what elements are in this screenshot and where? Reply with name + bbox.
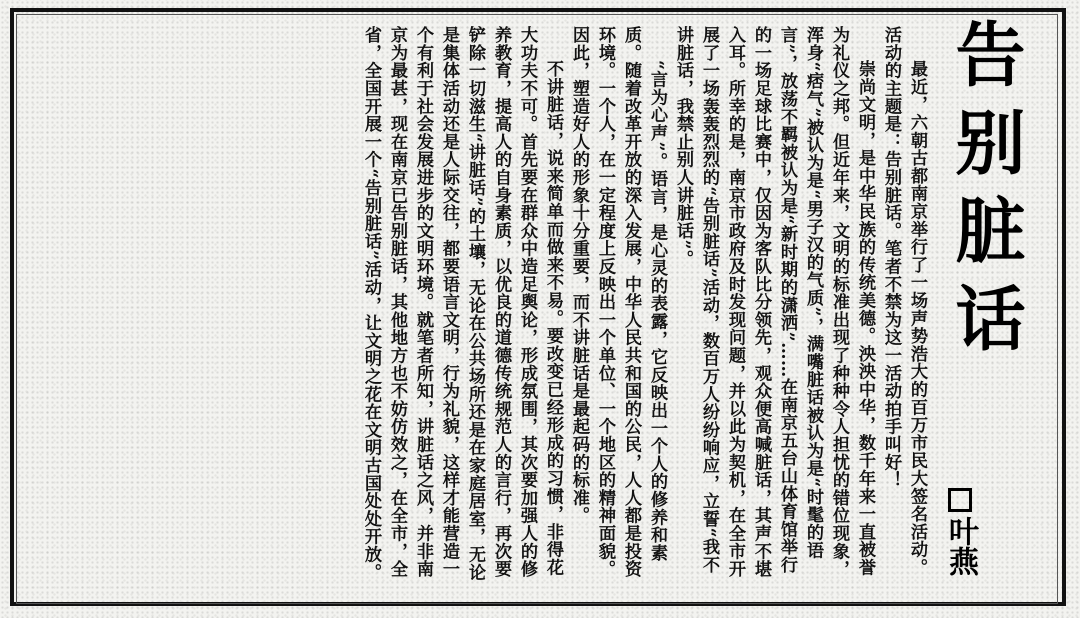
author-name: 叶燕 [943,516,978,576]
byline-box-icon [948,488,972,512]
paragraph: “言为心声”。语言，是心灵的表露，它反映出一个人的修养和素质。随着改革开放的深入发展，中华人民共和国的公民，人人都是投资环境。一个人，在一定程度上反映出一个单位、一个地区的精神面貌。因此，塑造好人的形象十分重要，而不讲脏话是最起码的标准。 [569,26,667,578]
paragraph: 不讲脏话，说来简单而做来不易。要改变已经形成的习惯，非得花大功夫不可。首先要在群众中造足舆论，形成氛围，其次要加强人的修养教育，提高人的自身素质，以优良的道德传统规范人的言行，再次要铲除一切滋生“讲脏话”的土壤，无论在公共场所还是在家庭居室，无论是集体活动还是人际交往，都要语言文明，行为礼貌，这样才能营造一个有利于社会发展进步的文明环境。就笔者所知，讲脏话之风，并非南京为最甚，现在南京已告别脏话，其他地方也不妨仿效之，在全市，全省，全国开展一个“告别脏话”活动，让文明之花在文明古国处处开放。 [361,26,563,581]
paragraph: 崇尚文明，是中华民族的传统美德。泱泱中华，数千年来一直被誉为礼仪之邦。但近年来，文明的标准出现了种种令人担忧的错位现象，浑身“痞气”被认为是“男子汉的气质”，满嘴脏话被认为是“时髦的语言”，放荡不羁被认为是“新时期的潇洒”……在南京五台山体育馆举行的一场足球比赛中，仅因为客队比分领先，观众便高喊脏话，其声不堪入耳。所幸的是，南京市政府及时发现问题，并以此为契机，在全市开展了一场轰轰烈烈的“告别脏话”活动，数百万人纷纷响应，立誓“我不讲脏话，我禁止别人讲脏话”。 [673,26,875,578]
byline [930,488,990,598]
paragraph: 最近，六朝古都南京举行了一场声势浩大的百万市民大签名活动。活动的主题是：告别脏话。笔者不禁为这一活动拍手叫好！ [881,26,927,577]
article-body [30,26,930,586]
article-title: 告别脏话 [944,18,1026,370]
